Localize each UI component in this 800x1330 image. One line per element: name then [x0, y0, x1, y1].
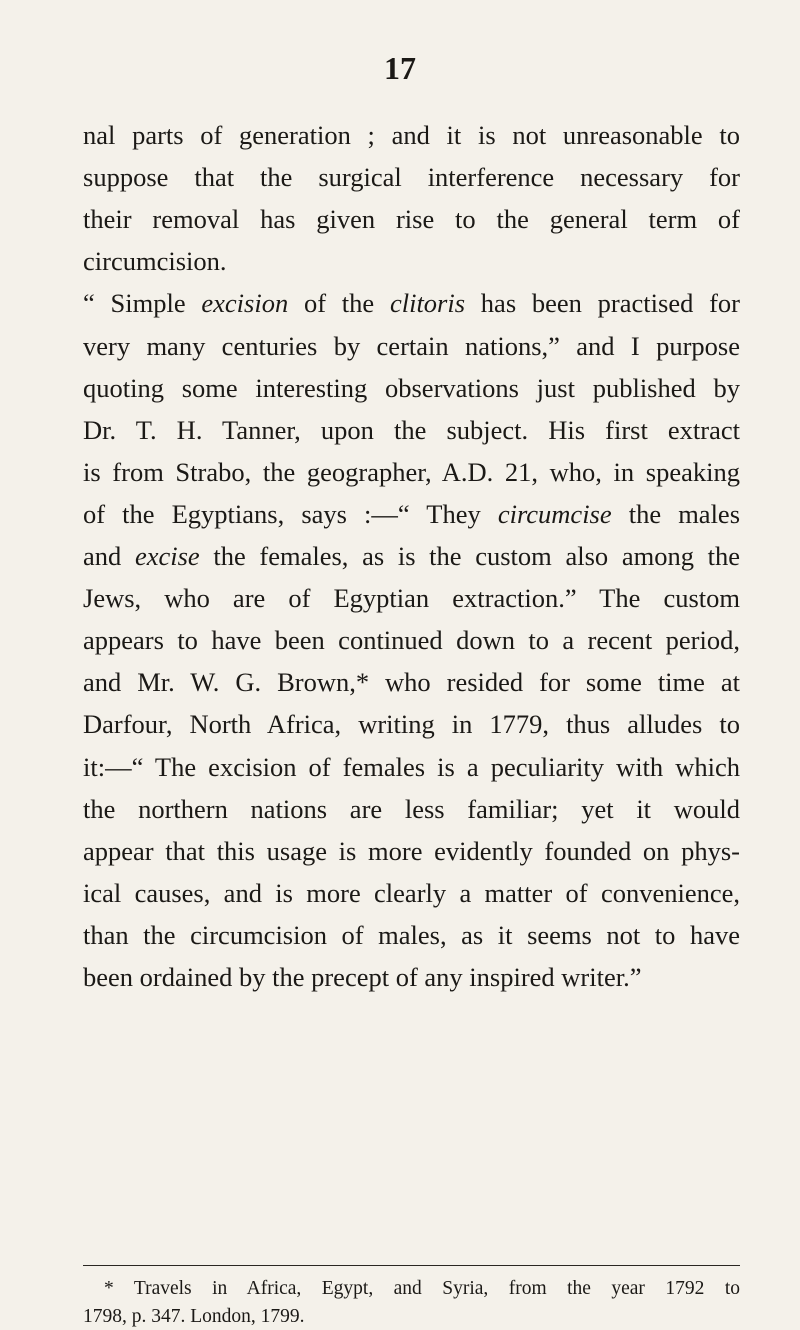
text-line — [83, 202, 740, 236]
text-run: very many centuries by certain nations,” and I purpose — [83, 330, 740, 361]
text-line — [83, 834, 740, 868]
footnote-line: * Travels in Africa, Egypt, and Syria, from the year 1792 to — [104, 1278, 740, 1299]
text-run: appear that this usage is more evidently founded on phys- — [83, 835, 740, 866]
footnote-rule — [83, 1265, 740, 1266]
page-number: 17 — [384, 50, 416, 86]
text-line — [83, 876, 740, 910]
text-run: “ Simple — [83, 288, 202, 319]
text-run: and Mr. W. G. Brown,* who resided for some time at — [83, 667, 740, 698]
text-line — [83, 329, 740, 363]
text-run: than the circumcision of males, as it seems not to have — [83, 919, 740, 950]
text-run: the northern nations are less familiar; yet it would — [83, 793, 740, 824]
text-line — [83, 707, 740, 741]
text-line — [83, 792, 740, 826]
text-run: been ordained by the precept of any inspired writer.” — [83, 962, 642, 992]
italic-term: excise — [134, 541, 200, 571]
text-line — [83, 918, 740, 952]
text-run: their removal has given rise to the general term of — [83, 204, 740, 235]
text-line — [83, 286, 740, 320]
text-line — [83, 581, 740, 615]
text-line — [83, 497, 740, 531]
text-run: has been practised for — [465, 288, 740, 319]
text-run: ical causes, and is more clearly a matter of convenience, — [83, 877, 740, 908]
text-run: the males — [611, 498, 741, 529]
text-line — [83, 665, 740, 699]
text-run: is from Strabo, the geographer, A.D. 21, who, in speaking — [83, 456, 740, 487]
italic-term: circumcise — [497, 498, 612, 529]
text-run: the females, as is the custom also among the — [199, 541, 740, 571]
text-run: nal parts of generation ; and it is not unreasonable to — [83, 120, 740, 150]
italic-term: clitoris — [389, 288, 466, 319]
text-run: quoting some interesting observations just published by — [83, 372, 740, 403]
text-line — [83, 455, 740, 489]
text-line — [83, 623, 740, 657]
text-run: Jews, who are of Egyptian extraction.” The custom — [83, 583, 740, 614]
text-line — [83, 539, 740, 573]
text-line — [83, 160, 740, 194]
text-run: of the — [288, 288, 390, 319]
text-line — [83, 750, 740, 784]
footnote-line: 1798, p. 347. London, 1799. — [83, 1306, 305, 1327]
italic-term: excision — [201, 288, 289, 319]
text-line — [83, 118, 740, 152]
text-run: Dr. T. H. Tanner, upon the subject. His first extract — [83, 414, 740, 445]
text-run: appears to have been continued down to a recent period, — [83, 625, 740, 656]
text-line — [83, 244, 740, 278]
text-run: Darfour, North Africa, writing in 1779, thus alludes to — [83, 709, 740, 740]
text-run: of the Egyptians, says :—“ They — [83, 498, 498, 529]
text-run: circumcision. — [83, 246, 227, 277]
text-line — [83, 413, 740, 447]
text-run: suppose that the surgical interference necessary for — [83, 162, 740, 193]
text-run: it:—“ The excision of females is a peculiarity with which — [83, 751, 740, 782]
text-run: and — [83, 541, 135, 571]
text-line — [83, 371, 740, 405]
text-line — [83, 960, 740, 994]
